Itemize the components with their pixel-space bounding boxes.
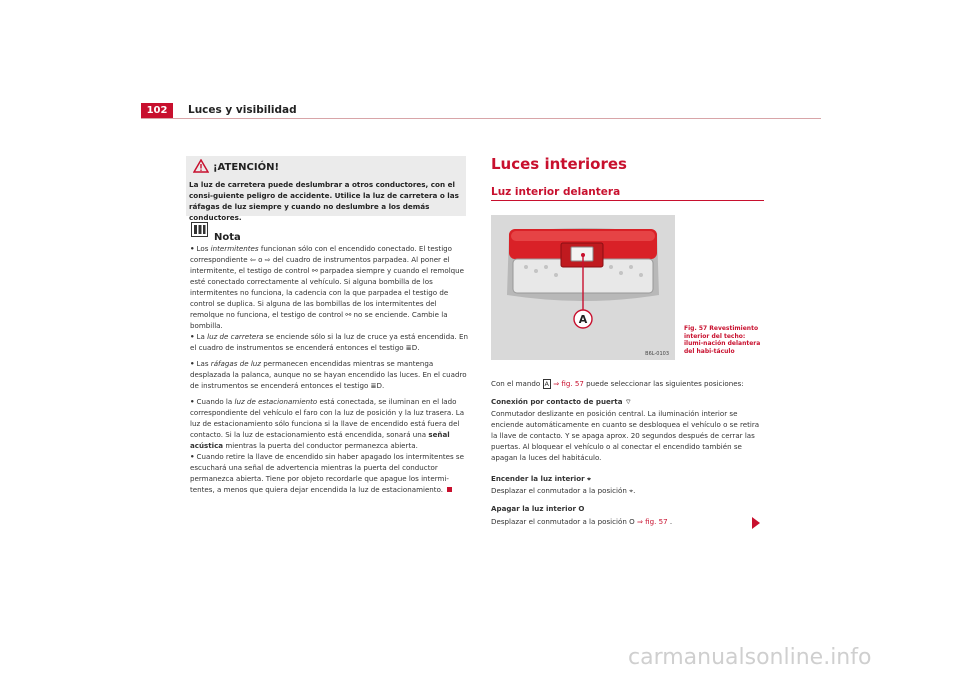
note-icon bbox=[191, 222, 208, 237]
note-item-intermitentes: • Los intermitentes funcionan sólo con el encendido conectado. El testigo correspondiente ⇦ o ⇨ del cuadro de instrumentos parpadea. Al poner el intermitente, el testigo de control ⚯ parpadea siempre y cuando el remolque esté conectado correctamente al vehículo. Si alguna bombilla de los intermitentes no funciona, la cadencia con la que parpadea el testigo de control se duplica. Si alguna de las bombillas de los intermitentes del remolque no funciona, el testigo de control ⚯ no se enciende. Cambie la bombilla. bbox=[190, 244, 465, 330]
warning-triangle-icon bbox=[193, 159, 209, 173]
end-marker bbox=[447, 487, 452, 492]
figure-label-A: A bbox=[578, 313, 588, 326]
position-on-heading: Encender la luz interior ⌖ bbox=[491, 474, 592, 483]
figure-57 bbox=[491, 215, 675, 360]
position-off-text: Desplazar el conmutador a la posición O ⇒ fig. 57 . bbox=[491, 517, 673, 526]
section-title: Luces y visibilidad bbox=[188, 104, 297, 116]
position-on-text: Desplazar el conmutador a la posición ⌖. bbox=[491, 486, 636, 495]
figure-code: B6L-0103 bbox=[645, 351, 669, 357]
page-number: 102 bbox=[141, 103, 173, 119]
header-divider bbox=[141, 118, 821, 119]
intro-paragraph: Con el mando A ⇒ fig. 57 puede seleccionar las siguientes posiciones: bbox=[491, 379, 744, 388]
note-item-rafagas: • Las ráfagas de luz permanecen encendidas mientras se mantenga desplazada la palanca, aunque no se hayan encendido las luces. En el cuadro de instrumentos se encenderá entonces el testigo ≣D. bbox=[190, 359, 467, 390]
ceiling-light-illustration bbox=[491, 215, 675, 360]
figure-caption: Fig. 57 Revestimiento interior del techo: ilumi-nación delantera del habi-táculo bbox=[684, 325, 761, 355]
watermark: carmanualsonline.info bbox=[628, 645, 872, 670]
note-item-estacionamiento: • Cuando la luz de estacionamiento está conectada, se iluminan en el lado correspondiente del vehículo el faro con la luz de posición y la luz trasera. La luz de estacionamiento sólo funciona si la llave de encendido está fuera del contacto. Si la luz de estacionamiento está encendida, sonará una señal acústica mientras la puerta del conductor permanezca abierta. bbox=[190, 397, 465, 450]
position-off-heading: Apagar la luz interior O bbox=[491, 504, 585, 513]
note-item-luz-carretera: • La luz de carretera se enciende sólo si la luz de cruce ya está encendida. En el cuadro de instrumentos se encenderá entonces el testigo ≣D. bbox=[190, 332, 468, 352]
note-title: Nota bbox=[214, 232, 241, 243]
position-door-contact-text: Conmutador deslizante en posición central. La iluminación interior se enciende automáticamente en cuanto se desbloquea el vehículo o se retira la llave de contacto. Y se apaga aprox. 20 segundos después de cerrar las puertas. Al bloquear el vehículo o al conectar el encendido también se apagan la luces del habitáculo. bbox=[491, 409, 760, 462]
subsection-divider bbox=[491, 200, 764, 201]
figure-reference[interactable]: ⇒ fig. 57 bbox=[550, 379, 584, 388]
warning-text: La luz de carretera puede deslumbrar a otros conductores, con el consi-guiente peligro de accidente. Utilice la luz de carretera o las ráfagas de luz siempre y cuando no deslumbre a los demás conductores. bbox=[189, 180, 459, 222]
position-door-contact-heading: Conexión por contacto de puerta ⌔ bbox=[491, 397, 632, 406]
warning-title: ¡ATENCIÓN! bbox=[213, 162, 280, 173]
control-A-box: A bbox=[544, 380, 549, 388]
subsection-title: Luz interior delantera bbox=[491, 186, 621, 198]
note-item-llave: • Cuando retire la llave de encendido sin haber apagado los intermitentes se escuchará una señal de advertencia mientras la puerta del conductor permanezca abierta. Tiene por objeto recordarle que apague los intermi-tentes, a menos que quiera dejar encendida la luz de estacionamiento. bbox=[190, 452, 464, 494]
figure-reference-2[interactable]: ⇒ fig. 57 bbox=[636, 517, 668, 526]
next-page-arrow-icon[interactable] bbox=[752, 517, 760, 529]
chapter-title: Luces interiores bbox=[491, 155, 627, 173]
